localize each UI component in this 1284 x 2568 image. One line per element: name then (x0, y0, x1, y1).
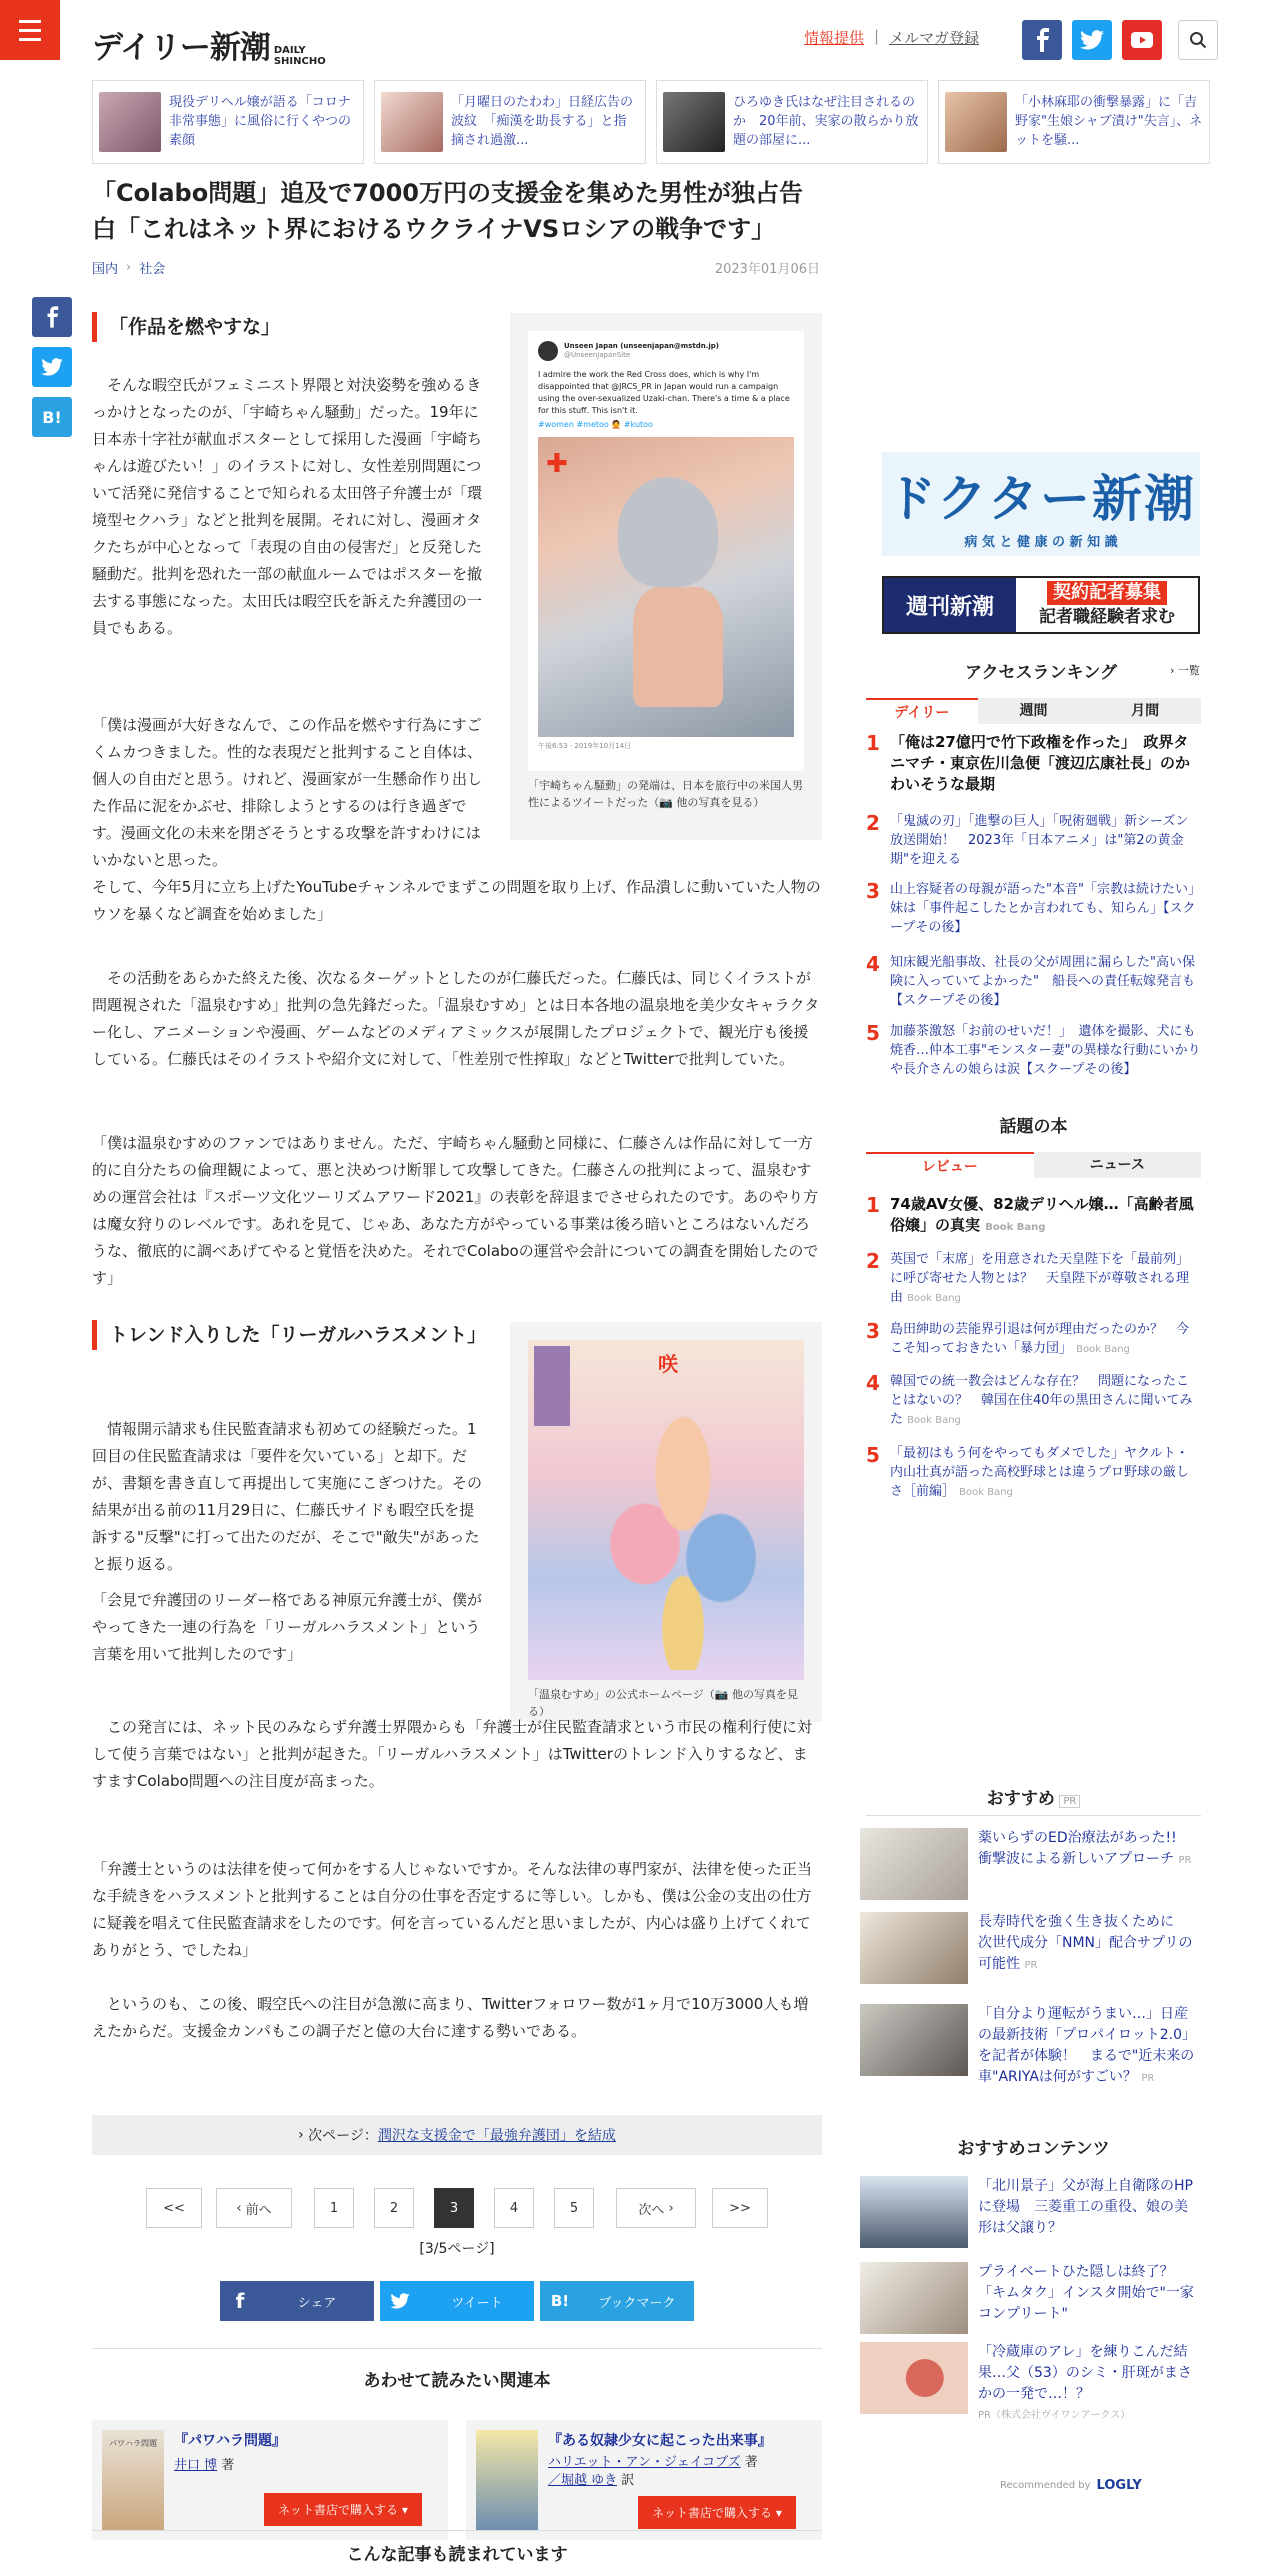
card-thumbnail (663, 92, 725, 152)
rank-title: 知床観光船事故、社長の父が周囲に漏らした"高い保険に入っていてよかった" 船長への責任転嫁発言も【スクープその後】 (890, 955, 1195, 1008)
content-thumbnail (860, 2342, 968, 2414)
page-1[interactable]: 1 (314, 2188, 354, 2228)
ranking-item[interactable] (866, 812, 1201, 869)
card-thumbnail (381, 92, 443, 152)
book-item[interactable] (866, 1250, 1201, 1308)
content-text: プライベートひた隠しは終了？「キムタク」インスタ開始で"一家コンプリート" (978, 2264, 1194, 2322)
logo-en: DAILY SHINCHO (273, 45, 326, 67)
share-facebook-button[interactable]: f シェア (220, 2281, 374, 2321)
card-title: 「小林麻耶の衝撃暴露」に「吉野家"生娘シャブ漬け"失言」、ネットを騒... (1015, 95, 1203, 148)
banner-right-1: 契約記者募集 (1047, 581, 1167, 605)
mailmag-link[interactable]: メルマガ登録 (889, 29, 980, 47)
youtube-icon[interactable] (1122, 20, 1162, 60)
content-text: 「冷蔵庫のアレ」を練りこんだ結果…父（53）のシミ・肝斑がまさかの一発で…！？ PR（株式会社ヴイワンアークス） (978, 2344, 1192, 2421)
book-item-title: 韓国での統一教会はどんな存在？ 問題になったことはないの？ 韓国在住40年の黒田さんに聞いてみた Book Bang (890, 1374, 1193, 1427)
ranking-item[interactable] (866, 1022, 1201, 1079)
page-prev-button[interactable]: ‹ 前へ (216, 2188, 292, 2228)
tab-daily[interactable]: デイリー (866, 698, 978, 724)
tweet-avatar (538, 341, 558, 361)
onsen-musume-image: 咲 (528, 1340, 804, 1680)
ranking-item[interactable] (866, 953, 1201, 1010)
tweet-date: 午後6:53 · 2019年10月14日 (538, 742, 632, 750)
content-item[interactable] (860, 2176, 1200, 2248)
section-heading-1: 「作品を燃やすな」 (92, 312, 487, 342)
rank-title: 加藤茶激怒「お前のせいだ！」 遺体を撮影、犬にも焼香…仲本工事"モンスター妻"の異様な行動にいかりや長介さんの娘らは涙【スクープその後】 (890, 1024, 1201, 1077)
book-item[interactable] (866, 1320, 1201, 1359)
book-item[interactable] (866, 1372, 1201, 1430)
top-card[interactable] (92, 80, 364, 164)
banner-title: ドクター新潮 (886, 469, 1196, 528)
book-item-title: 74歳AV女優、82歳デリヘル嬢…「高齢者風俗嬢」の真実 Book Bang (890, 1195, 1194, 1234)
book-cover (476, 2430, 538, 2530)
tweet-image (528, 331, 804, 771)
card-title: 「月曜日のたわわ」日経広告の波紋 「痴漢を助長する」と指摘され過激... (451, 95, 634, 148)
crumb-domestic[interactable]: 国内 (92, 262, 119, 277)
side-facebook-icon[interactable] (32, 297, 72, 337)
side-twitter-icon[interactable] (32, 347, 72, 387)
recommended-by: Recommended by LOGLY (1000, 2478, 1142, 2493)
content-thumbnail (860, 2262, 968, 2334)
paragraph-1: そんな暇空氏がフェミニスト界隈と対決姿勢を強めるきっかけとなったのが、「宇崎ちゃん騒動」だった。19年に日本赤十字社が献血ポスターとして採用した漫画「宇崎ちゃんは遊びたい！」のイラストに対し、女性差別問題について活発に発信することで知られる太田啓子弁護士が「環境型セクハラ」などと批判を展開。それに対し、漫画オタクたちが中心となって「表現の自由の侵害だ」と反発した騒動だ。批判を恐れた一部の献血ルームではポスターを撤去する事態になった。太田氏は暇空氏を訴えた弁護団の一員でもある。 (92, 376, 483, 637)
top-card[interactable] (938, 80, 1210, 164)
page-info: [3/5ページ] (419, 2241, 495, 2257)
book-author: ハリエット・アン・ジェイコブズ 著 ／堀越 ゆき 訳 (548, 2455, 758, 2488)
figure-caption-2: 「温泉むすめ」の公式ホームページ（📷 他の写真を見る） (528, 1688, 798, 1718)
paragraph-7: この発言には、ネット民のみならず弁護士界隈からも「弁護士が住民監査請求という市民の権利行使に対して使う言葉ではない」と批判が起きた。「リーガルハラスメント」はTwitterのトレンド入りするなど、ますますColabo問題への注目度が高まった。 (92, 1718, 813, 1790)
book-title[interactable]: 『パワハラ問題』 (174, 2433, 286, 2449)
buy-button[interactable]: ネット書店で購入する ▾ (264, 2493, 422, 2526)
crumb-society[interactable]: 社会 (139, 262, 166, 277)
paragraph-6: 「会見で弁護団のリーダー格である神原元弁護士が、僕がやってきた一連の行為を「リーガルハラスメント」という言葉を用いて批判したのです」 (92, 1591, 483, 1663)
card-thumbnail (945, 92, 1007, 152)
reco-text: 薬いらずのED治療法があった!! 衝撃波による新しいアプローチ PR (978, 1830, 1192, 1867)
tab-news[interactable]: ニュース (1034, 1152, 1202, 1178)
figure-caption-1: 「宇崎ちゃん騒動」の発端は、日本を旅行中の米国人男性によるツイートだった（📷 他の写真を見る） (528, 779, 803, 809)
page-first-button[interactable]: << (146, 2188, 202, 2228)
next-prefix: 次ページ： (308, 2128, 378, 2144)
rank-title: 「鬼滅の刃」「進撃の巨人」「呪術廻戦」新シーズン放送開始！ 2023年「日本アニメ」は"第2の黄金期"を迎える (890, 814, 1189, 867)
article-date: 2023年01月06日 (714, 262, 820, 277)
book-item[interactable] (866, 1444, 1201, 1502)
reco-thumbnail (860, 1912, 968, 1984)
rank-number: 2 (866, 811, 880, 835)
pr-badge: PR (1059, 1795, 1080, 1808)
logo-text: デイリー新潮 (92, 30, 270, 66)
ranking-item[interactable] (866, 879, 1208, 937)
facebook-icon: f (235, 2289, 245, 2313)
paragraph-2: 「僕は漫画が大好きなんで、この作品を燃やす行為にすごくムカつきました。性的な表現だと批判すること自体は、個人の自由だと思う。けれど、漫画家が一生懸命作り出した作品に泥をかぶせ、排除しようとするのは行き過ぎです。漫画文化の未来を閉ざそうとする攻撃を許すわけにはいかないと思った。 (92, 716, 483, 869)
doctor-shincho-banner[interactable] (882, 452, 1200, 556)
book-title[interactable]: 『ある奴隷少女に起こった出来事』 (548, 2433, 772, 2449)
banner-left: 週刊新潮 (884, 578, 1016, 632)
paragraph-8: 「弁護士というのは法律を使って何かをする人じゃないですか。そんな法律の専門家が、法律を使った正当な手続きをハラスメントと批判することは自分の仕事を否定するに等しい。しかも、僕は公金の支出の仕方に疑義を唱えて住民監査請求をしたのです。何を言っているんだと思いましたが、内心は盛り上げてくれてありがとう、でしたね」 (92, 1860, 813, 1959)
related-books-heading: あわせて読みたい関連本 (363, 2371, 551, 2391)
rank-number: 3 (866, 879, 880, 903)
logly-logo: LOGLY (1096, 2478, 1142, 2493)
rank-number: 2 (866, 1249, 880, 1273)
reco-title: おすすめ (986, 1789, 1055, 1809)
chevron-right-icon: › (298, 2127, 309, 2143)
rank-title: 山上容疑者の母親が語った"本音"「宗教は続けたい」 妹は「事件起こしたとか言われても、知らん」【スクープその後】 (890, 882, 1208, 935)
article-title: 「Colabo問題」追及で7000万円の支援金を集めた男性が独占告白「これはネット界におけるウクライナVSロシアの戦争です」 (92, 179, 803, 243)
page-next-button[interactable]: 次へ › (616, 2188, 696, 2228)
tweet-text: I admire the work the Red Cross does, which is why I'm disappointed that @JRCS_PR in Japan would run a campaign using the over-sexualized Uzaki-chan. There's a time & a place for this stuff. This isn't it. (538, 370, 790, 415)
paragraph-9: というのも、この後、暇空氏への注目が急激に高まり、Twitterフォロワー数が1ヶ月で10万3000人も増えたからだ。支援金カンパもこの調子だと億の大台に達する勢いである。 (92, 1995, 809, 2040)
top-card[interactable] (656, 80, 928, 164)
book-item[interactable] (866, 1194, 1201, 1238)
poster-image: ✚ (538, 437, 794, 737)
next-page-bar[interactable] (92, 2115, 822, 2155)
content-text: 「北川景子」父が海上自衛隊のHPに登場 三菱重工の重役、娘の美形は父譲り？ (978, 2178, 1193, 2236)
rank-number: 3 (866, 1319, 880, 1343)
tweet-handle: @UnseenJapanSite (564, 351, 631, 359)
header-links: 情報提供 | メルマガ登録 (804, 27, 980, 47)
card-title: ひろゆき氏はなぜ注目されるのか 20年前、実家の散らかり放題の部屋に... (733, 95, 919, 148)
top-card[interactable] (374, 80, 646, 164)
page-last-button[interactable]: >> (712, 2188, 768, 2228)
reco-text: 「自分より運転がうまい…」日産の最新技術「プロパイロット2.0」を記者が体験！ まるで"近未来の車"ARIYAは何がすごい？ PR (978, 2006, 1196, 2085)
banner-subtitle: 病 気 と 健 康 の 新 知 識 (964, 534, 1118, 550)
search-icon[interactable] (1178, 20, 1218, 60)
section-heading-2: トレンド入りした「リーガルハラスメント」 (92, 1320, 487, 1350)
page-4[interactable]: 4 (494, 2188, 534, 2228)
content-item[interactable] (860, 2342, 1200, 2426)
ranking-tabs (866, 698, 1201, 724)
twitter-icon (380, 2281, 420, 2321)
rank-number: 4 (866, 952, 880, 976)
chevron-right-icon: › (664, 2200, 674, 2216)
rank-number: 1 (866, 731, 880, 755)
next-page-link[interactable]: 潤沢な支援金で「最強弁護団」を結成 (377, 2128, 616, 2144)
ranking-item[interactable] (866, 732, 1201, 795)
paragraph-2-cont: そして、今年5月に立ち上げたYouTubeチャンネルでまずこの問題を取り上げ、作品潰しに動いていた人物のウソを暴くなど調査を始めました」 (92, 878, 821, 923)
page-3-current[interactable]: 3 (434, 2188, 474, 2228)
rank-number: 4 (866, 1371, 880, 1395)
reco-item[interactable] (860, 1828, 1200, 1900)
tweet-tags: #women #metoo 🙅 #kutoo (538, 420, 653, 429)
chevron-right-icon: › (126, 260, 132, 275)
card-title: 現役デリヘル嬢が語る「コロナ非常事態」に風俗に行くやつの素顔 (169, 95, 352, 148)
content-thumbnail (860, 2176, 968, 2248)
reco-header (866, 1784, 1201, 1816)
reco-text: 長寿時代を強く生き抜くために 次世代成分「NMN」配合サプリの可能性 PR (978, 1914, 1193, 1972)
rank-number: 5 (866, 1443, 880, 1467)
card-thumbnail (99, 92, 161, 152)
banner-right-2: 記者職経験者求む (1039, 607, 1175, 627)
rank-title: 「俺は27億円で竹下政権を作った」 政界タニマチ・東京佐川急便「渡辺広康社長」のかわいそうな最期 (890, 733, 1191, 793)
book-item-title: 島田紳助の芸能界引退は何が理由だったのか？ 今こそ知っておきたい「暴力団」 Book Bang (890, 1322, 1190, 1356)
tab-review[interactable]: レビュー (866, 1152, 1034, 1178)
related-book[interactable] (92, 2420, 448, 2540)
reco-item[interactable] (860, 2004, 1200, 2089)
tweet-user: Unseen Japan (unseenjapan@mstdn.jp) (564, 342, 719, 350)
related-book[interactable] (466, 2420, 822, 2540)
page-5[interactable]: 5 (554, 2188, 594, 2228)
chevron-left-icon: ‹ (236, 2200, 246, 2216)
share-twitter-button[interactable]: ツイート (380, 2281, 534, 2321)
buy-button[interactable]: ネット書店で購入する ▾ (638, 2496, 796, 2529)
ranking-all-link[interactable]: › 一覧 (1170, 664, 1200, 677)
rank-number: 1 (866, 1193, 880, 1217)
reco-thumbnail (860, 1828, 968, 1900)
facebook-icon[interactable] (1022, 20, 1062, 60)
breadcrumb (92, 258, 165, 277)
book-cover: パワハラ問題 (102, 2430, 164, 2530)
books-tabs (866, 1152, 1201, 1178)
book-item-title: 英国で「末席」を用意された天皇陛下を「最前列」に呼び寄せた人物とは？ 天皇陛下が尊敬される理由 Book Bang (890, 1252, 1190, 1305)
share-hatena-button[interactable]: B! ブックマーク (540, 2281, 694, 2321)
content-title: おすすめコンテンツ (957, 2139, 1110, 2159)
tab-monthly[interactable]: 月間 (1089, 698, 1201, 724)
side-hatena-icon[interactable]: B! (32, 397, 72, 437)
books-title: 話題の本 (999, 1117, 1068, 1137)
site-logo[interactable] (92, 22, 326, 67)
paragraph-3: その活動をあらかた終えた後、次なるターゲットとしたのが仁藤氏だった。仁藤氏は、同じくイラストが問題視された「温泉むすめ」批判の急先鋒だった。「温泉むすめ」とは日本各地の温泉地を美少女キャラクター化し、アニメーションや漫画、ゲームなどのメディアミックスが展開したプロジェクトで、観光庁も後援している。仁藤氏はそのイラストや紹介文に対して、「性差別で性搾取」などとTwitterで批判していた。 (92, 969, 820, 1068)
reco-thumbnail (860, 2004, 968, 2076)
paragraph-5: 情報開示請求も住民監査請求も初めての経験だった。1回目の住民監査請求は「要件を欠いている」と却下。だが、書類を書き直して再提出して実施にこぎつけた。その結果が出る前の11月29日に、仁藤氏サイドも暇空氏を提訴する"反撃"に打って出たのだが、そこで"敵失"があったと振り返る。 (92, 1420, 483, 1573)
hatena-icon: B! (550, 2292, 570, 2310)
paragraph-4: 「僕は温泉むすめのファンではありません。ただ、宇崎ちゃん騒動と同様に、仁藤さんは作品に対して一方的に自分たちの倫理観によって、悪と決めつけ断罪して攻撃してきた。仁藤さんの批判によって、温泉むすめの運営会社は『スポーツ文化ツーリズムアワード2021』の表彰を辞退までさせられたのです。あのやり方は魔女狩りのレベルです。あれを見て、じゃあ、あなた方がやっている事業は後ろ暗いところはないんだろうな、徹底的に調べあげてやると覚悟を決めた。それでColaboの運営や会計についての調査を開始したのです」 (92, 1134, 819, 1287)
ranking-title: アクセスランキング (965, 663, 1117, 683)
book-item-title: 「最初はもう何をやってもダメでした」ヤクルト・内山壮真が語った高校野球とは違うプロ野球の厳しさ［前編］ Book Bang (890, 1446, 1190, 1499)
chevron-right-icon: › (1170, 664, 1175, 677)
menu-button[interactable] (0, 0, 60, 60)
also-read-heading: こんな記事も読まれています (346, 2545, 568, 2565)
figure-tweet[interactable] (510, 313, 822, 840)
reco-item[interactable] (860, 1912, 1200, 1984)
info-provide-link[interactable]: 情報提供 (804, 29, 865, 47)
book-author: 井口 博 著 (174, 2458, 235, 2473)
shukan-shincho-banner[interactable] (882, 576, 1200, 634)
twitter-icon[interactable] (1072, 20, 1112, 60)
figure-onsen[interactable] (510, 1322, 822, 1722)
tab-weekly[interactable]: 週間 (978, 698, 1090, 724)
page-2[interactable]: 2 (374, 2188, 414, 2228)
content-item[interactable] (860, 2262, 1200, 2334)
ranking-header (866, 658, 1216, 683)
rank-number: 5 (866, 1021, 880, 1045)
